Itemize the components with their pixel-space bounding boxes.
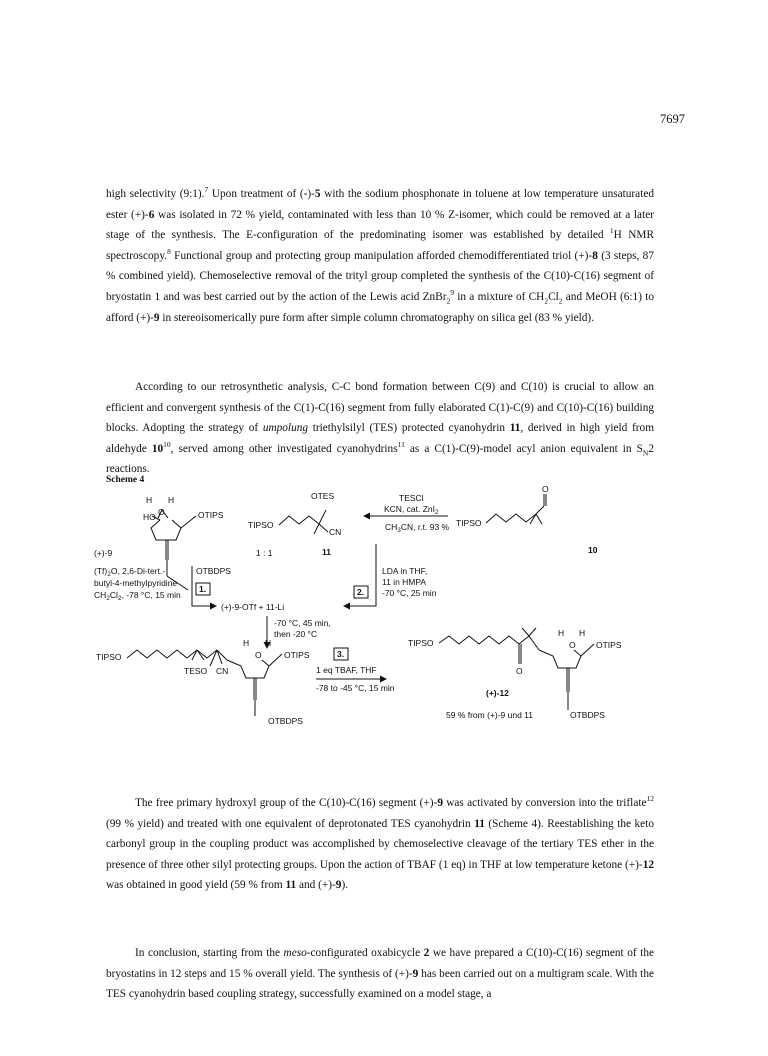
svg-text:TIPSO: TIPSO [248, 520, 274, 530]
svg-text:CH2Cl2, -78 °C, 15 min: $CH_2Cl_2$, -78 °C, 15 min [94, 590, 181, 602]
svg-text:CN: CN [329, 527, 342, 537]
svg-text:TIPSO: TIPSO [408, 638, 434, 648]
paragraph-1: high selectivity (9:1).$^7$ Upon treatment of (-)-5 with the sodium phosphonate in toluene at low temperature unsaturated ester (+)-6 was isolated in 72 % yield, contaminated with less than 10 % Z-isomer, which could be removed at a later stage of the synthesis. The E-configuration of the predominating isomer was established by detailed $^1$H NMR spectroscopy.$^8$ Functional group and protecting group manipulation afforded chemodifferentiated triol (+)-8 (3 steps, 87 % combined yield). Chemoselective removal of the trityl group completed the synthesis of the C(10)-C(16) segment of bryostatin 1 and was best carried out by the action of the Lewis acid ZnBr$_2^9$ in a mixture of $CH_2Cl_2$ and MeOH (6:1) to afford (+)-9 in stereoisomerically pure form after simple column chromatography on silica gel (83 % yield). [106, 185, 655, 324]
page-number: 7697 [660, 112, 685, 126]
paragraph-4: In conclusion, starting from the meso-configurated oxabicycle 2 we have prepared a C(10)-C(16) segment of the bryostatins in 12 steps and 15 % overall yield. The synthesis of (+)-9 has been carried out on a multigram scale. With the TES cyanohydrin based coupling strategy, successfully examined on a model stage, a [106, 947, 654, 1001]
paragraph-3: The free primary hydroxyl group of the C(10)-C(16) segment (+)-9 was activated by conversion into the triflate$^{12}$ (99 % yield) and treated with one equivalent of deprotonated TES cyanohydrin 11 (Scheme 4). Reestablishing the keto carbonyl group in the coupling product was accomplished by chemoselective cleavage of the tertiary TES ether in the presence of three other silyl protecting groups. Upon the action of TBAF (1 eq) in THF at low temperature ketone (+)-12 was obtained in good yield (59 % from 11 and (+)-9). [106, 794, 654, 892]
svg-text:KCN, cat. ZnI2: KCN, cat. ZnI$_2$ [384, 504, 439, 516]
svg-text:59 % from (+)-9 und 11: 59 % from (+)-9 und 11 [446, 710, 534, 720]
svg-text:CH3CN, r.t. 93 %: $CH_3CN$, r.t. 93 % [385, 522, 450, 534]
svg-text:3.: 3. [337, 649, 345, 659]
svg-text:2.: 2. [357, 587, 365, 597]
svg-text:O: O [569, 640, 576, 650]
svg-text:H: H [558, 628, 565, 638]
svg-text:OTIPS: OTIPS [596, 640, 622, 650]
svg-text:O: O [255, 650, 262, 660]
svg-text:-78 to -45 °C, 15 min: -78 to -45 °C, 15 min [316, 683, 395, 693]
svg-text:1 eq TBAF, THF: 1 eq TBAF, THF [316, 665, 377, 675]
svg-text:OTIPS: OTIPS [284, 650, 310, 660]
svg-text:TESCl: TESCl [399, 493, 424, 503]
svg-text:-70 °C, 25 min: -70 °C, 25 min [382, 588, 437, 598]
svg-text:O: O [158, 507, 165, 517]
svg-text:OTBDPS: OTBDPS [268, 716, 303, 726]
svg-text:1.: 1. [199, 584, 207, 594]
svg-text:LDA in THF,: LDA in THF, [382, 566, 428, 576]
svg-text:H: H [168, 495, 175, 505]
ratio: 1 : 1 [256, 548, 273, 558]
svg-text:TIPSO: TIPSO [96, 652, 122, 662]
compound-12-structure [408, 628, 622, 720]
svg-text:TIPSO: TIPSO [456, 518, 482, 528]
svg-text:-70 °C, 45 min,: -70 °C, 45 min, [274, 618, 331, 628]
svg-text:10: 10 [588, 545, 598, 555]
svg-text:OTIPS: OTIPS [198, 510, 224, 520]
intermediate-label: (+)-9-OTf + 11-Li [221, 602, 285, 612]
svg-text:H: H [579, 628, 586, 638]
scheme-label: Scheme 4 [106, 475, 145, 485]
svg-text:O: O [516, 666, 523, 676]
svg-text:11 in HMPA: 11 in HMPA [382, 577, 427, 587]
svg-text:CN: CN [216, 666, 229, 676]
coupling-product-structure [96, 638, 310, 726]
svg-text:then -20 °C: then -20 °C [274, 629, 318, 639]
svg-text:TESO: TESO [184, 666, 208, 676]
paragraph-2: According to our retrosynthetic analysis, C-C bond formation between C(9) and C(10) is crucial to allow an efficient and convergent synthesis of the C(1)-C(16) segment from fully elaborated C(1)-C(9) and C(10)-C(16) building blocks. Adopting the strategy of umpolung triethylsilyl (TES) protected cyanohydrin 11, derived in high yield from aldehyde $10^{10}$, served among other investigated cyanohydrins$^{11}$ as a C(1)-C(9)-model acyl anion equivalent in $S_N2$ reactions. [106, 381, 654, 476]
svg-text:(+)-9: (+)-9 [94, 548, 113, 558]
svg-text:11: 11 [322, 547, 331, 557]
svg-text:(+)-12: (+)-12 [486, 688, 509, 698]
svg-text:OTBDPS: OTBDPS [196, 566, 231, 576]
svg-text:O: O [542, 484, 549, 494]
svg-text:OTBDPS: OTBDPS [570, 710, 605, 720]
svg-text:H: H [265, 638, 272, 648]
svg-text:butyl-4-methylpyridine: butyl-4-methylpyridine [94, 578, 178, 588]
svg-text:H: H [243, 638, 250, 648]
compound-10-structure [456, 484, 598, 555]
svg-text:H: H [146, 495, 153, 505]
svg-text:(Tf)2O, 2,6-Di-tert.-: $(Tf)_2O$, 2,6-Di-tert.- [94, 566, 166, 578]
svg-text:HO: HO [143, 512, 156, 522]
svg-text:OTES: OTES [311, 491, 335, 501]
scheme-4 [94, 484, 656, 728]
